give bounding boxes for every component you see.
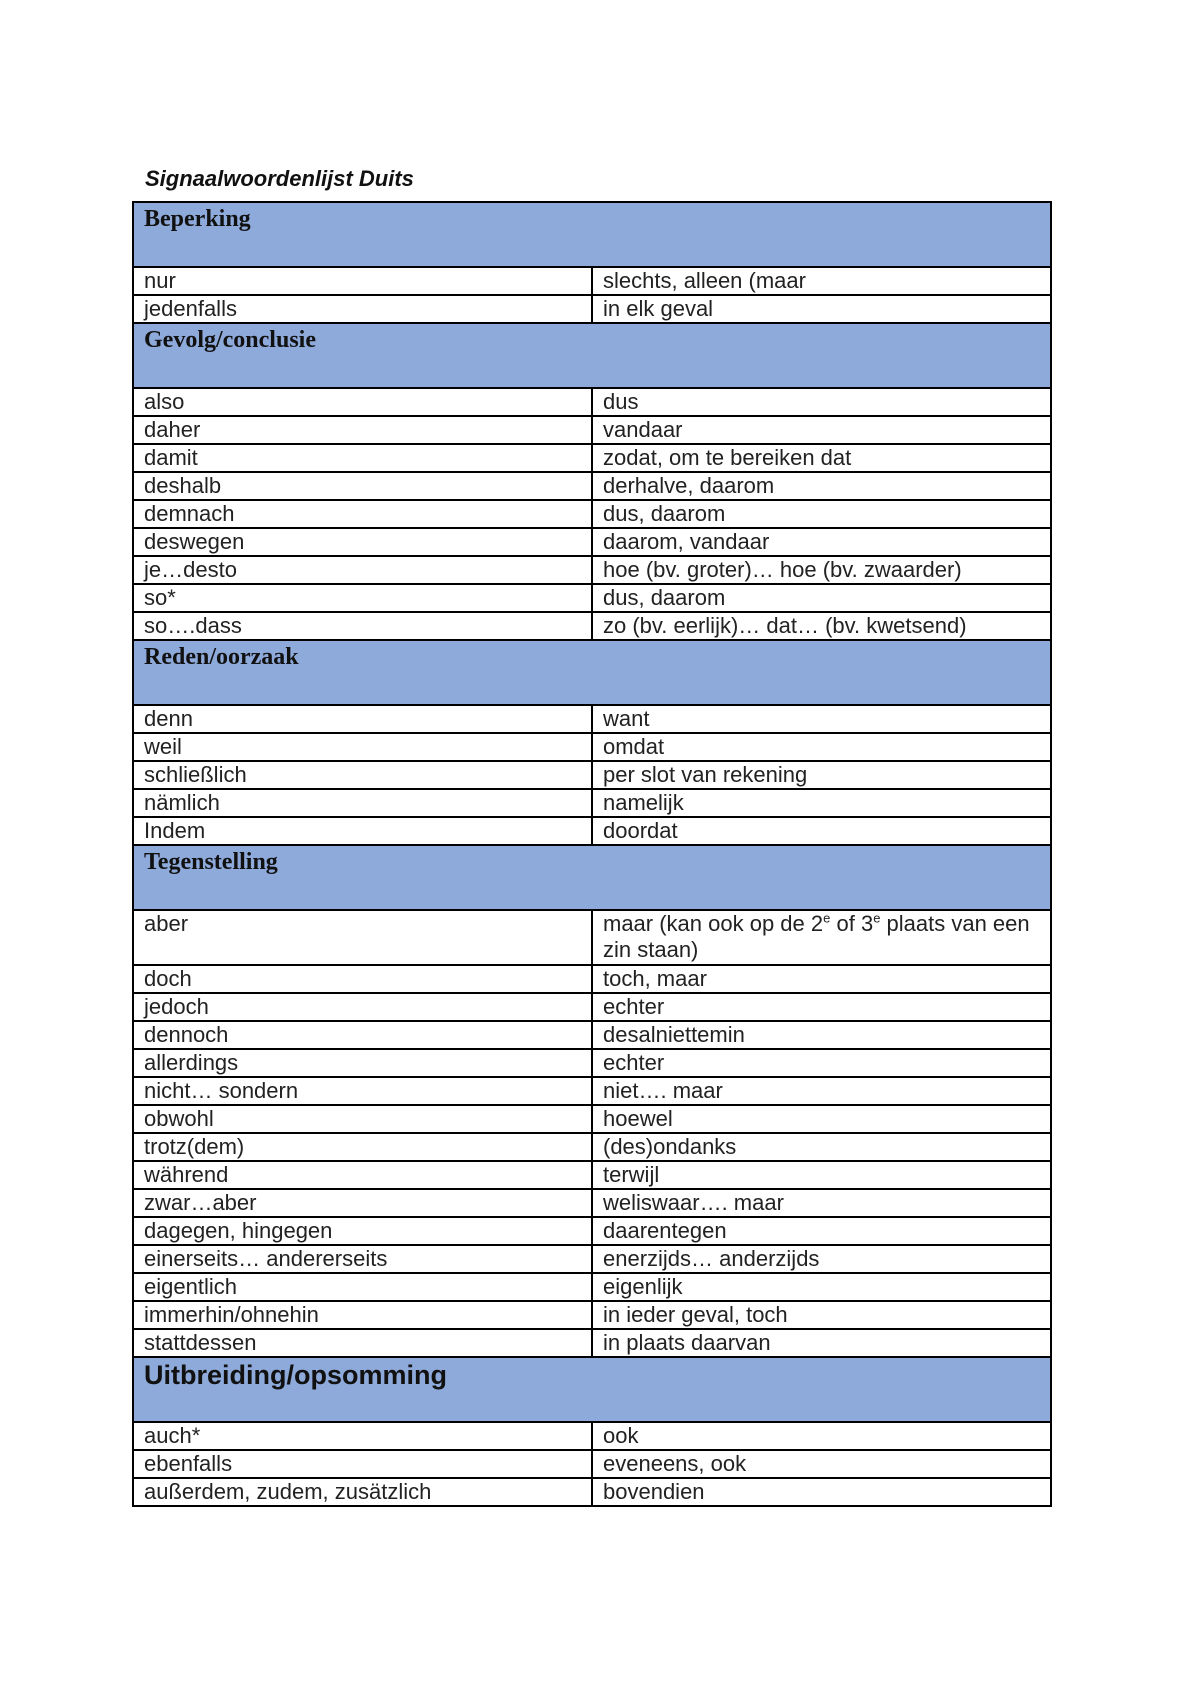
dutch-translation-cell: bovendien	[592, 1478, 1051, 1506]
german-word-cell: weil	[133, 733, 592, 761]
german-word-cell: doch	[133, 965, 592, 993]
dutch-translation-cell: enerzijds… anderzijds	[592, 1245, 1051, 1273]
table-row	[133, 416, 1051, 444]
dutch-translation-cell: toch, maar	[592, 965, 1051, 993]
dutch-translation-cell: in elk geval	[592, 295, 1051, 323]
german-word-cell: immerhin/ohnehin	[133, 1301, 592, 1329]
dutch-translation-cell: per slot van rekening	[592, 761, 1051, 789]
table-row	[133, 1189, 1051, 1217]
german-word-cell: dennoch	[133, 1021, 592, 1049]
dutch-translation-cell: vandaar	[592, 416, 1051, 444]
table-row	[133, 1105, 1051, 1133]
german-word-cell: ebenfalls	[133, 1450, 592, 1478]
table-row	[133, 1450, 1051, 1478]
dutch-translation-cell: dus, daarom	[592, 500, 1051, 528]
table-row	[133, 1077, 1051, 1105]
section-header-row	[133, 323, 1051, 388]
dutch-translation-cell: dus	[592, 388, 1051, 416]
german-word-cell: je…desto	[133, 556, 592, 584]
dutch-translation-cell: want	[592, 705, 1051, 733]
table-row	[133, 1422, 1051, 1450]
table-row	[133, 1217, 1051, 1245]
table-row	[133, 444, 1051, 472]
translation-text: of 3	[830, 911, 874, 936]
german-word-cell: deshalb	[133, 472, 592, 500]
german-word-cell: trotz(dem)	[133, 1133, 592, 1161]
dutch-translation-cell: daarentegen	[592, 1217, 1051, 1245]
dutch-translation-cell: desalniettemin	[592, 1021, 1051, 1049]
ordinal-superscript: e	[873, 910, 881, 926]
section-header-row	[133, 1357, 1051, 1422]
table-row	[133, 733, 1051, 761]
table-row	[133, 705, 1051, 733]
german-word-cell: jedoch	[133, 993, 592, 1021]
table-row	[133, 789, 1051, 817]
dutch-translation-cell: eveneens, ook	[592, 1450, 1051, 1478]
dutch-translation-cell: omdat	[592, 733, 1051, 761]
german-word-cell: damit	[133, 444, 592, 472]
dutch-translation-cell: (des)ondanks	[592, 1133, 1051, 1161]
dutch-translation-cell: weliswaar…. maar	[592, 1189, 1051, 1217]
section-header-row	[133, 202, 1051, 267]
german-word-cell: stattdessen	[133, 1329, 592, 1357]
dutch-translation-cell: zodat, om te bereiken dat	[592, 444, 1051, 472]
german-word-cell: nämlich	[133, 789, 592, 817]
dutch-translation-cell: in ieder geval, toch	[592, 1301, 1051, 1329]
german-word-cell: so….dass	[133, 612, 592, 640]
table-row	[133, 500, 1051, 528]
german-word-cell: daher	[133, 416, 592, 444]
table-row	[133, 556, 1051, 584]
dutch-translation-cell: hoewel	[592, 1105, 1051, 1133]
german-word-cell: außerdem, zudem, zusätzlich	[133, 1478, 592, 1506]
german-word-cell: obwohl	[133, 1105, 592, 1133]
translation-text: maar (kan ook op de 2	[603, 911, 824, 936]
table-row	[133, 1133, 1051, 1161]
table-row	[133, 1161, 1051, 1189]
table-row	[133, 761, 1051, 789]
table-row	[133, 1273, 1051, 1301]
german-word-cell: zwar…aber	[133, 1189, 592, 1217]
table-row	[133, 528, 1051, 556]
table-row	[133, 267, 1051, 295]
dutch-translation-cell: eigenlijk	[592, 1273, 1051, 1301]
table-row	[133, 584, 1051, 612]
german-word-cell: nicht… sondern	[133, 1077, 592, 1105]
german-word-cell: während	[133, 1161, 592, 1189]
dutch-translation-cell: dus, daarom	[592, 584, 1051, 612]
table-row	[133, 388, 1051, 416]
dutch-translation-cell: slechts, alleen (maar	[592, 267, 1051, 295]
signal-word-table	[132, 201, 1052, 1507]
dutch-translation-cell: namelijk	[592, 789, 1051, 817]
table-row	[133, 993, 1051, 1021]
table-row	[133, 1478, 1051, 1506]
dutch-translation-cell: hoe (bv. groter)… hoe (bv. zwaarder)	[592, 556, 1051, 584]
dutch-translation-cell: ook	[592, 1422, 1051, 1450]
table-row	[133, 1049, 1051, 1077]
dutch-translation-cell: echter	[592, 1049, 1051, 1077]
german-word-cell: Indem	[133, 817, 592, 845]
dutch-translation-cell: doordat	[592, 817, 1051, 845]
dutch-translation-cell: terwijl	[592, 1161, 1051, 1189]
german-word-cell: so*	[133, 584, 592, 612]
section-heading: Gevolg/conclusie	[133, 323, 1051, 388]
table-row	[133, 1021, 1051, 1049]
translation-text: plaats van een zin staan)	[603, 911, 1030, 962]
section-heading: Reden/oorzaak	[133, 640, 1051, 705]
german-word-cell: demnach	[133, 500, 592, 528]
german-word-cell: also	[133, 388, 592, 416]
table-row	[133, 612, 1051, 640]
table-row	[133, 817, 1051, 845]
document-title: Signaalwoordenlijst Duits	[145, 166, 414, 191]
section-header-row	[133, 640, 1051, 705]
table-row	[133, 295, 1051, 323]
german-word-cell: aber	[133, 910, 592, 965]
table-row	[133, 472, 1051, 500]
german-word-cell: dagegen, hingegen	[133, 1217, 592, 1245]
german-word-cell: eigentlich	[133, 1273, 592, 1301]
german-word-cell: denn	[133, 705, 592, 733]
section-heading: Uitbreiding/opsomming	[133, 1357, 1051, 1422]
german-word-cell: nur	[133, 267, 592, 295]
table-row	[133, 965, 1051, 993]
german-word-cell: einerseits… andererseits	[133, 1245, 592, 1273]
dutch-translation-cell: in plaats daarvan	[592, 1329, 1051, 1357]
table-row	[133, 1245, 1051, 1273]
german-word-cell: deswegen	[133, 528, 592, 556]
german-word-cell: allerdings	[133, 1049, 592, 1077]
dutch-translation-cell: zo (bv. eerlijk)… dat… (bv. kwetsend)	[592, 612, 1051, 640]
table-row	[133, 1301, 1051, 1329]
ordinal-superscript: e	[823, 910, 831, 926]
dutch-translation-cell: niet…. maar	[592, 1077, 1051, 1105]
dutch-translation-cell: daarom, vandaar	[592, 528, 1051, 556]
dutch-translation-cell: derhalve, daarom	[592, 472, 1051, 500]
table-row	[133, 910, 1051, 965]
german-word-cell: schließlich	[133, 761, 592, 789]
german-word-cell: jedenfalls	[133, 295, 592, 323]
section-heading: Tegenstelling	[133, 845, 1051, 910]
dutch-translation-cell: echter	[592, 993, 1051, 1021]
table-row	[133, 1329, 1051, 1357]
section-header-row	[133, 845, 1051, 910]
german-word-cell: auch*	[133, 1422, 592, 1450]
section-heading: Beperking	[133, 202, 1051, 267]
dutch-translation-cell	[592, 910, 1051, 965]
